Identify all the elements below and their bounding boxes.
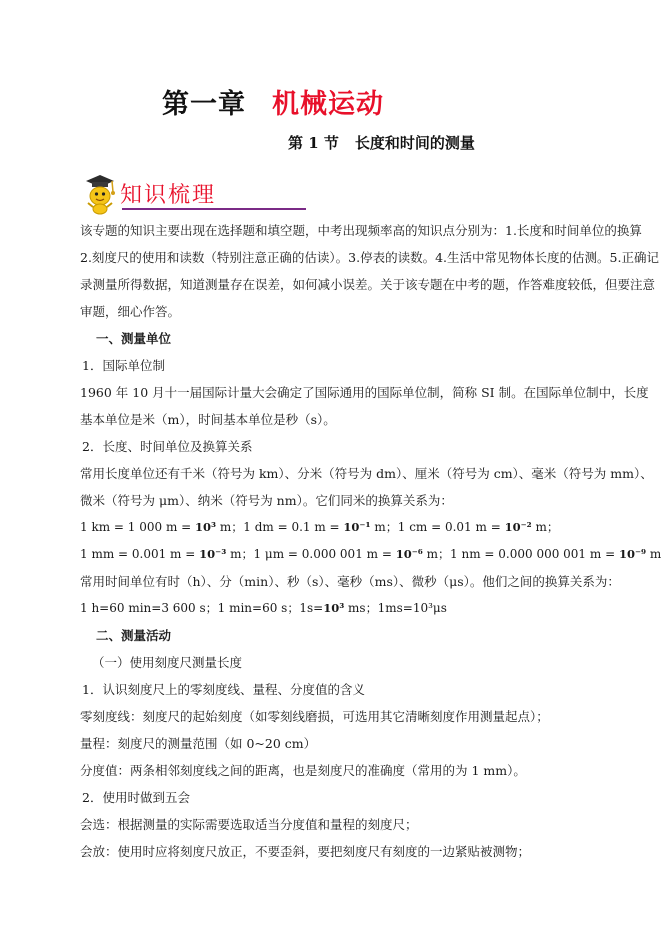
length-units-line-2: 微米（符号为 μm）、纳米（符号为 nm）。它们同米的换算关系为： [80, 493, 453, 508]
zero-line-def: 零刻度线：刻度尺的起始刻度（如零刻线磨损，可选用其它清晰刻度作用测量起点）； [80, 709, 549, 724]
time-units-line: 常用时间单位有时（h）、分（min）、秒（s）、毫秒（ms）、微秒（μs）。他们之间的换算关系为： [80, 574, 620, 589]
sub-si: 1．国际单位制 [82, 358, 165, 373]
section-number: 第 1 节 [288, 134, 339, 152]
intro-line-2: 2.刻度尺的使用和读数（特别注意正确的估读）。3.停表的读数。4.生活中常见物体长度的估测。5.正确记 [80, 250, 659, 265]
rule-select: 会选：根据测量的实际需要选取适当分度值和量程的刻度尺； [80, 817, 418, 832]
intro-line-3: 录测量所得数据，知道测量存在误差，如何减小误差。关于该专题在中考的题，作答难度较低，但要注意 [80, 277, 656, 292]
rule-place: 会放：使用时应将刻度尺放正，不要歪斜，要把刻度尺有刻度的一边紧贴被测物； [80, 844, 531, 859]
sub-ruler-parts: 1．认识刻度尺上的零刻度线、量程、分度值的含义 [82, 682, 365, 697]
intro-line-1: 该专题的知识主要出现在选择题和填空题，中考出现频率高的知识点分别为：1.长度和时间单位的换算 [80, 223, 642, 238]
formula-line-3: 1 h=60 min=3 600 s；1 min=60 s；1s=10³ ms；1ms=10³μs [80, 601, 447, 615]
section-name: 长度和时间的测量 [354, 134, 475, 152]
length-units-line-1: 常用长度单位还有千米（符号为 km）、分米（符号为 dm）、厘米（符号为 cm）、毫米（符号为 mm）、 [80, 466, 653, 481]
sub-conversion: 2．长度、时间单位及换算关系 [82, 439, 253, 454]
sub-ruler: （一）使用刻度尺测量长度 [92, 655, 243, 670]
banner-underline [122, 208, 306, 210]
chapter-title [162, 82, 384, 121]
sub-five-rules: 2．使用时做到五会 [82, 790, 190, 805]
knowledge-banner [80, 172, 240, 216]
chapter-name: 机械运动 [272, 89, 384, 120]
si-line-2: 基本单位是米（m），时间基本单位是秒（s）。 [80, 412, 336, 427]
division-def: 分度值：两条相邻刻度线之间的距离，也是刻度尺的准确度（常用的为 1 mm）。 [80, 763, 526, 778]
section-title [288, 132, 475, 153]
banner-label: 知识梳理 [120, 183, 217, 208]
chapter-number: 第一章 [162, 89, 246, 120]
intro-line-4: 审题，细心作答。 [80, 304, 181, 319]
si-line-1: 1960 年 10 月十一届国际计量大会确定了国际通用的国际单位制，简称 SI 制。在国际单位制中，长度 [80, 385, 649, 400]
scholar-mascot-icon [80, 172, 124, 216]
formula-line-2: 1 mm = 0.001 m = 10⁻³ m；1 μm = 0.000 001 m = 10⁻⁶ m；1 nm = 0.000 000 001 m = 10⁻⁹ m [80, 547, 661, 561]
formula-line-1: 1 km = 1 000 m = 10³ m；1 dm = 0.1 m = 10⁻¹ m；1 cm = 0.01 m = 10⁻² m； [80, 520, 559, 534]
range-def: 量程：刻度尺的测量范围（如 0~20 cm） [80, 736, 317, 751]
heading-activity: 二、测量活动 [96, 628, 172, 643]
heading-units: 一、测量单位 [96, 331, 172, 346]
